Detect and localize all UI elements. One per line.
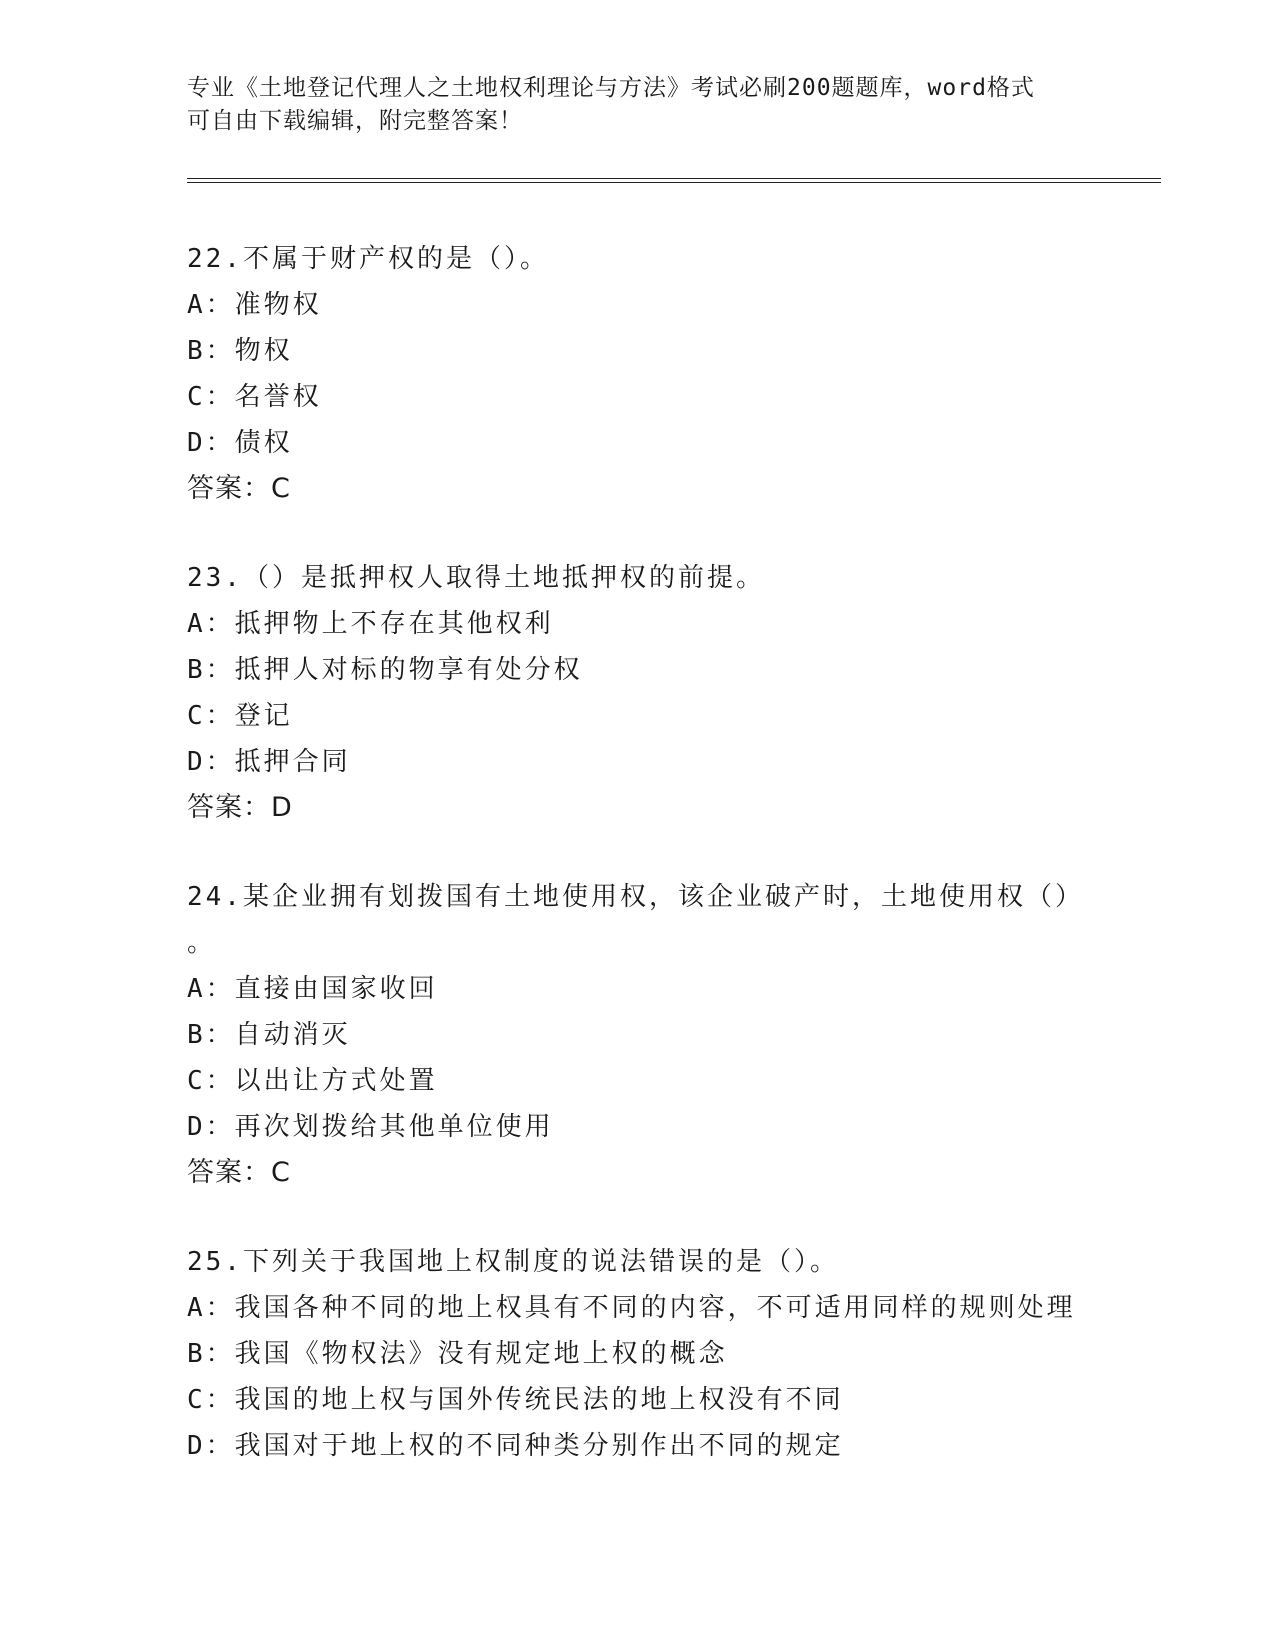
option-b: B：自动消灭 xyxy=(187,1020,351,1050)
option-b: B：物权 xyxy=(187,336,293,366)
option-d: D：再次划拨给其他单位使用 xyxy=(187,1112,554,1142)
header-line-2: 可自由下载编辑，附完整答案！ xyxy=(187,108,523,134)
option-c: C：名誉权 xyxy=(187,382,322,412)
option-c: C：我国的地上权与国外传统民法的地上权没有不同 xyxy=(187,1385,844,1415)
answer: 答案：D xyxy=(187,792,293,823)
question-23 xyxy=(187,555,1087,831)
question-stem: 24.某企业拥有划拨国有土地使用权，该企业破产时，土地使用权（） xyxy=(187,882,1084,912)
option-d: D：债权 xyxy=(187,428,293,458)
option-b: B：抵押人对标的物享有处分权 xyxy=(187,655,583,685)
option-a: A：我国各种不同的地上权具有不同的内容，不可适用同样的规则处理 xyxy=(187,1293,1076,1323)
option-a: A：抵押物上不存在其他权利 xyxy=(187,609,554,639)
header-line-1: 专业《土地登记代理人之土地权利理论与方法》考试必刷200题题库，word格式 xyxy=(187,75,1035,101)
option-a: A：直接由国家收回 xyxy=(187,974,438,1004)
header-divider xyxy=(187,178,1161,183)
question-list xyxy=(187,236,1087,1512)
option-c: C：登记 xyxy=(187,701,293,731)
option-a: A：准物权 xyxy=(187,290,322,320)
question-24 xyxy=(187,874,1087,1196)
question-25 xyxy=(187,1239,1087,1469)
option-b: B：我国《物权法》没有规定地上权的概念 xyxy=(187,1339,728,1369)
question-stem: 25.下列关于我国地上权制度的说法错误的是（）。 xyxy=(187,1247,839,1277)
option-d: D：抵押合同 xyxy=(187,747,351,777)
answer: 答案：C xyxy=(187,473,291,504)
answer: 答案：C xyxy=(187,1157,291,1188)
question-22 xyxy=(187,236,1087,512)
question-stem: 22.不属于财产权的是（）。 xyxy=(187,244,549,274)
document-header xyxy=(187,72,1067,138)
question-stem: 23.（）是抵押权人取得土地抵押权的前提。 xyxy=(187,563,765,593)
option-c: C：以出让方式处置 xyxy=(187,1066,438,1096)
option-d: D：我国对于地上权的不同种类分别作出不同的规定 xyxy=(187,1431,844,1461)
question-stem-continuation: 。 xyxy=(187,928,214,958)
